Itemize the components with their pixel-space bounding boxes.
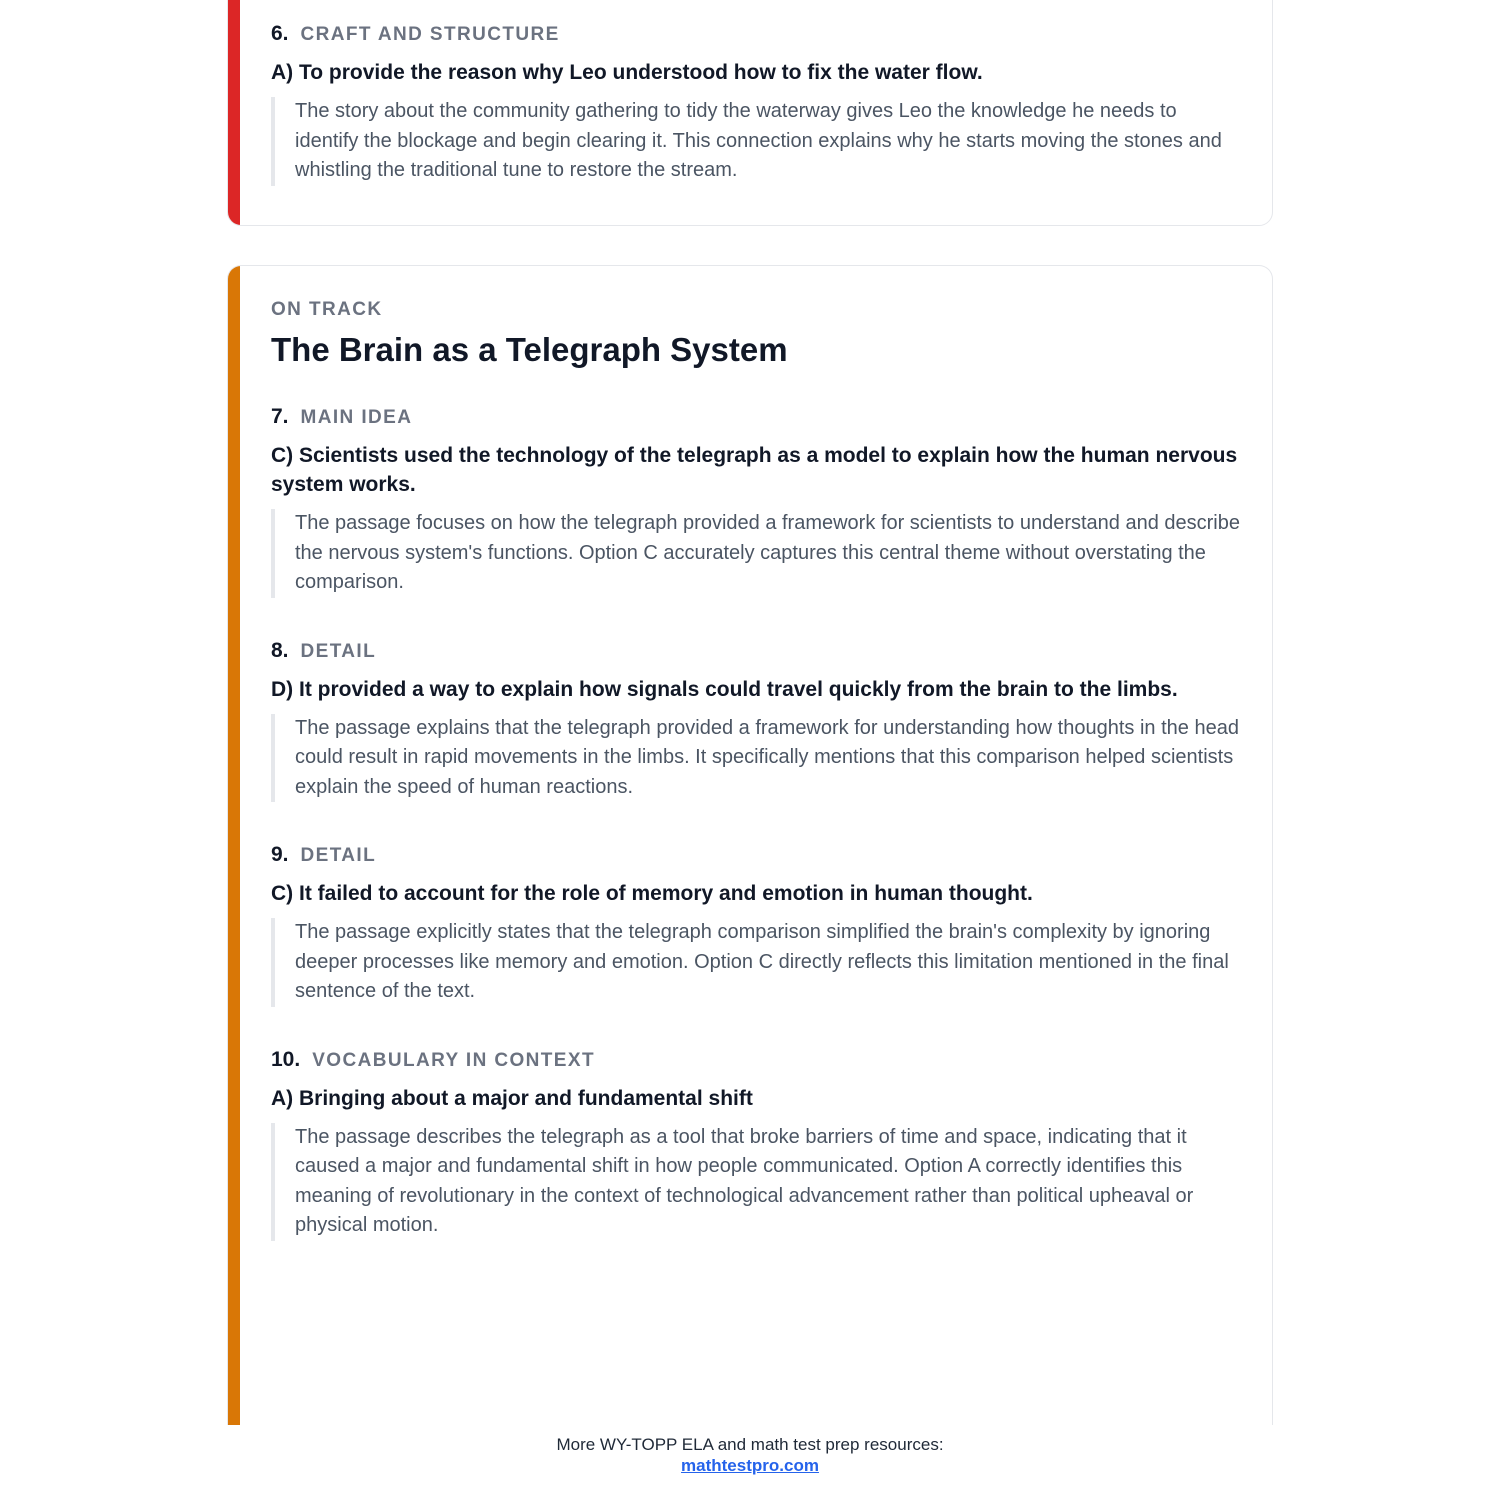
- answer-card-craft: [227, 0, 1273, 226]
- question-number: 7.: [271, 405, 289, 428]
- question-explanation: The passage explicitly states that the telegraph comparison simplified the brain's complexity by ignoring deeper processes like memory and emotion. Option C directly reflects this limitation mentioned in the final sentence of the text.: [271, 918, 1240, 1007]
- question-header: [271, 21, 1240, 48]
- question-item: [271, 404, 1240, 598]
- question-number: 10.: [271, 1047, 301, 1071]
- footer-text: More WY-TOPP ELA and math test prep resources:: [556, 1435, 944, 1454]
- question-header: [271, 404, 1240, 431]
- footer-link[interactable]: mathtestpro.com: [681, 1456, 819, 1475]
- question-category: DETAIL: [300, 640, 377, 662]
- question-explanation: The passage explains that the telegraph provided a framework for understanding how thoughts in the head could result in rapid movements in the limbs. It specifically mentions that this comparison helped scientists explain the speed of human reactions.: [271, 714, 1240, 803]
- question-header: [271, 1047, 1240, 1074]
- question-explanation: The story about the community gathering to tidy the waterway gives Leo the knowledge he needs to identify the blockage and begin clearing it. This connection explains why he starts moving the stones and whistling the traditional tune to restore the stream.: [271, 97, 1240, 186]
- question-category: DETAIL: [300, 845, 377, 866]
- question-item: [271, 842, 1240, 1007]
- card-content: [271, 298, 1240, 1241]
- question-category: CRAFT AND STRUCTURE: [300, 24, 560, 45]
- question-item: [271, 1047, 1240, 1241]
- question-number: 6.: [271, 22, 289, 45]
- question-item: [271, 21, 1240, 186]
- question-explanation: The passage describes the telegraph as a tool that broke barriers of time and space, indicating that it caused a major and fundamental shift in how people communicated. Option A correctly identifies this meaning of revolutionary in the context of technological advancement rather than political upheaval or physical motion.: [271, 1123, 1240, 1241]
- question-category: VOCABULARY IN CONTEXT: [312, 1049, 595, 1071]
- question-item: [271, 638, 1240, 803]
- question-answer: A) To provide the reason why Leo understood how to fix the water flow.: [271, 61, 983, 84]
- section-label: ON TRACK: [271, 299, 383, 320]
- question-answer: D) It provided a way to explain how signals could travel quickly from the brain to the limbs.: [271, 677, 1178, 701]
- card-accent-bar: [228, 266, 240, 1425]
- question-category: MAIN IDEA: [300, 407, 413, 428]
- answer-card-on-track: [227, 265, 1273, 1425]
- question-explanation: The passage focuses on how the telegraph provided a framework for scientists to understand and describe the nervous system's functions. Option C accurately captures this central theme without overstating the comparison.: [271, 509, 1240, 598]
- card-content: [271, 21, 1240, 186]
- question-answer: A) Bringing about a major and fundamental shift: [271, 1086, 753, 1110]
- page-footer: [0, 1434, 1500, 1476]
- question-header: [271, 638, 1240, 665]
- section-title: The Brain as a Telegraph System: [271, 331, 788, 368]
- question-answer: C) Scientists used the technology of the telegraph as a model to explain how the human nervous system works.: [271, 444, 1238, 496]
- question-number: 9.: [271, 843, 289, 866]
- question-header: [271, 842, 1240, 869]
- card-accent-bar: [228, 0, 240, 225]
- question-answer: C) It failed to account for the role of memory and emotion in human thought.: [271, 882, 1033, 905]
- question-number: 8.: [271, 638, 289, 662]
